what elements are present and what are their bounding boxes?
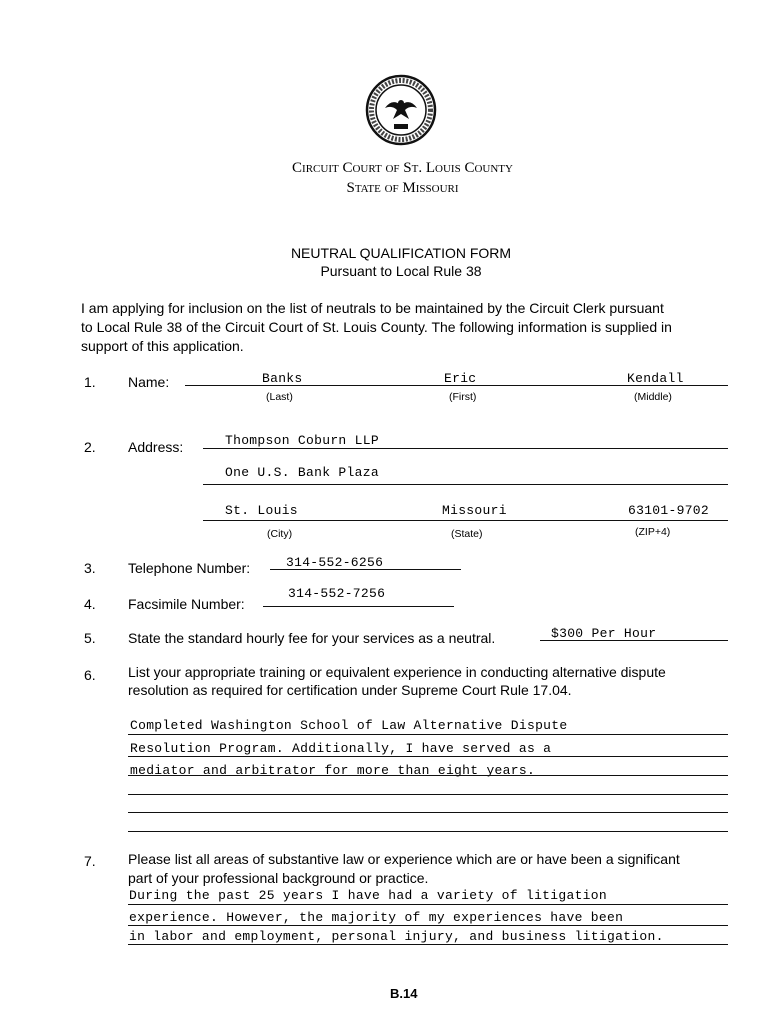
q4-label: Facsimile Number: bbox=[128, 596, 245, 612]
q6-number: 6. bbox=[84, 667, 96, 683]
last-name-value: Banks bbox=[262, 371, 303, 386]
middle-caption: (Middle) bbox=[634, 391, 672, 403]
q7-answer-line-3: in labor and employment, personal injury, and business litigation. bbox=[129, 929, 664, 944]
facsimile-rule bbox=[263, 606, 454, 607]
q7-answer-line-2: experience. However, the majority of my experiences have been bbox=[129, 910, 624, 925]
intro-line-2: to Local Rule 38 of the Circuit Court of St. Louis County. The following information is supplied in bbox=[81, 319, 672, 335]
city-value: St. Louis bbox=[225, 503, 298, 518]
q6-rule-2 bbox=[128, 756, 728, 757]
q6-rule-5 bbox=[128, 812, 728, 813]
q7-rule-1 bbox=[128, 904, 728, 905]
state-caption: (State) bbox=[451, 528, 483, 540]
q7-label-1: Please list all areas of substantive law or experience which are or have been a significant bbox=[128, 851, 680, 867]
first-caption: (First) bbox=[449, 391, 477, 403]
q6-rule-1 bbox=[128, 734, 728, 735]
zip-caption: (ZIP+4) bbox=[635, 526, 671, 538]
last-caption: (Last) bbox=[266, 391, 293, 403]
form-subtitle: Pursuant to Local Rule 38 bbox=[320, 263, 482, 279]
q2-label: Address: bbox=[128, 439, 184, 455]
q6-rule-4 bbox=[128, 794, 728, 795]
telephone-value: 314-552-6256 bbox=[286, 555, 384, 570]
first-name-value: Eric bbox=[444, 371, 477, 386]
q2-number: 2. bbox=[84, 439, 96, 455]
telephone-rule bbox=[270, 569, 461, 570]
q6-answer-line-3: mediator and arbitrator for more than eight years. bbox=[130, 763, 536, 778]
q7-answer-line-1: During the past 25 years I have had a variety of litigation bbox=[129, 888, 607, 903]
state-name: State of Missouri bbox=[346, 180, 459, 196]
page-number: B.14 bbox=[390, 986, 418, 1001]
address-line-1: Thompson Coburn LLP bbox=[225, 433, 379, 448]
q6-label-2: resolution as required for certification under Supreme Court Rule 17.04. bbox=[128, 682, 572, 698]
q3-label: Telephone Number: bbox=[128, 560, 251, 576]
q1-number: 1. bbox=[84, 374, 96, 390]
court-seal bbox=[365, 74, 437, 146]
city-caption: (City) bbox=[267, 528, 293, 540]
hourly-fee-rule bbox=[540, 640, 728, 641]
q1-label: Name: bbox=[128, 374, 170, 390]
middle-name-value: Kendall bbox=[627, 371, 684, 386]
q5-number: 5. bbox=[84, 630, 96, 646]
q6-answer-line-1: Completed Washington School of Law Alternative Dispute bbox=[130, 718, 568, 733]
address-line-2-rule bbox=[203, 484, 728, 485]
q6-rule-3 bbox=[128, 775, 728, 776]
state-value: Missouri bbox=[442, 503, 507, 518]
address-line-2: One U.S. Bank Plaza bbox=[225, 465, 379, 480]
q7-rule-3 bbox=[128, 944, 728, 945]
q7-label-2: part of your professional background or practice. bbox=[128, 870, 429, 886]
intro-line-3: support of this application. bbox=[81, 338, 244, 354]
zip-value: 63101-9702 bbox=[628, 503, 710, 518]
q5-label: State the standard hourly fee for your services as a neutral. bbox=[128, 630, 496, 646]
q6-label-1: List your appropriate training or equivalent experience in conducting alternative dispute bbox=[128, 664, 666, 680]
q4-number: 4. bbox=[84, 596, 96, 612]
form-title: NEUTRAL QUALIFICATION FORM bbox=[290, 245, 512, 261]
q7-number: 7. bbox=[84, 853, 96, 869]
address-line-1-rule bbox=[203, 448, 728, 449]
q6-answer-line-2: Resolution Program. Additionally, I have served as a bbox=[130, 741, 552, 756]
address-line-3-rule bbox=[203, 520, 728, 521]
court-name: Circuit Court of St. Louis County bbox=[292, 160, 513, 176]
hourly-fee-value: $300 Per Hour bbox=[551, 626, 657, 641]
q6-rule-6 bbox=[128, 831, 728, 832]
q3-number: 3. bbox=[84, 560, 96, 576]
q7-rule-2 bbox=[128, 925, 728, 926]
facsimile-value: 314-552-7256 bbox=[288, 586, 386, 601]
intro-line-1: I am applying for inclusion on the list of neutrals to be maintained by the Circuit Clerk pursuant bbox=[81, 300, 664, 316]
